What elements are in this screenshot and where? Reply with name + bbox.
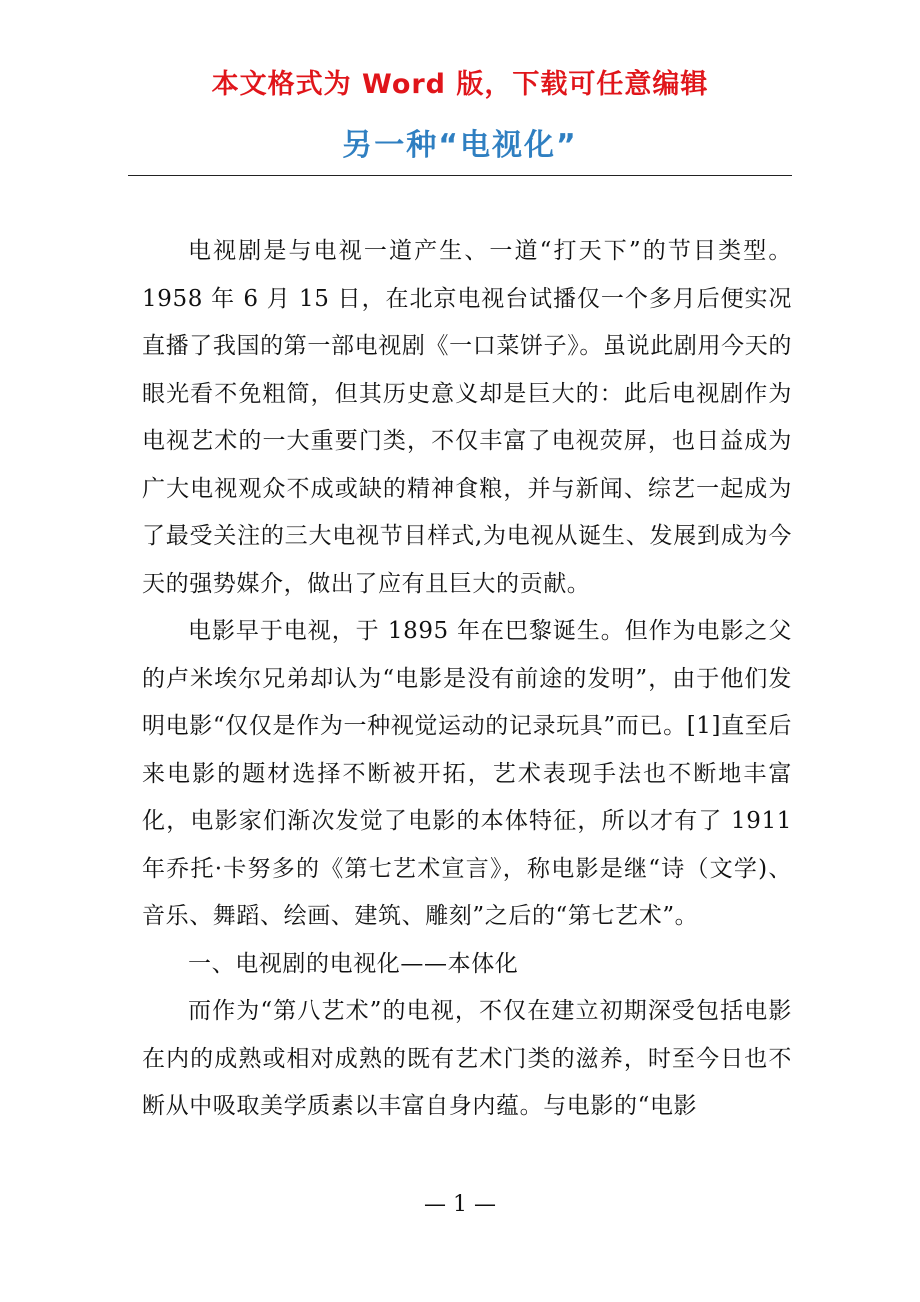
document-body: [142, 228, 792, 1131]
page-number: — 1 —: [424, 1192, 496, 1217]
paragraph-3: 而作为“第八艺术”的电视，不仅在建立初期深受包括电影在内的成熟或相对成熟的既有艺术门类的滋养，时至今日也不断从中吸取美学质素以丰富自身内蕴。与电影的“电影: [142, 998, 792, 1119]
paragraph-1: 电视剧是与电视一道产生、一道“打天下”的节目类型。1958 年 6 月 15 日，在北京电视台试播仅一个多月后便实况直播了我国的第一部电视剧《一口菜饼子》。虽说此剧用今天的眼光看不免粗简，但其历史意义却是巨大的：此后电视剧作为电视艺术的一大重要门类，不仅丰富了电视荧屏，也日益成为广大电视观众不成或缺的精神食粮，并与新闻、综艺一起成为了最受关注的三大电视节目样式,为电视从诞生、发展到成为今天的强势媒介，做出了应有且巨大的贡献。: [142, 238, 792, 597]
paragraph-2: 电影早于电视，于 1895 年在巴黎诞生。但作为电影之父的卢米埃尔兄弟却认为“电影是没有前途的发明”，由于他们发明电影“仅仅是作为一种视觉运动的记录玩具”而已。[1]直至后来电影的题材选择不断被开拓，艺术表现手法也不断地丰富化，电影家们渐次发觉了电影的本体特征，所以才有了 1911 年乔托·卡努多的《第七艺术宣言》，称电影是继“诗（文学)、音乐、舞蹈、绘画、建筑、雕刻”之后的“第七艺术”。: [142, 618, 792, 929]
document-title: 另一种“电视化”: [342, 128, 578, 163]
title-divider: [128, 175, 792, 176]
download-banner: 本文格式为 Word 版，下载可任意编辑: [211, 69, 709, 100]
section-heading: 一、电视剧的电视化——本体化: [188, 950, 519, 977]
